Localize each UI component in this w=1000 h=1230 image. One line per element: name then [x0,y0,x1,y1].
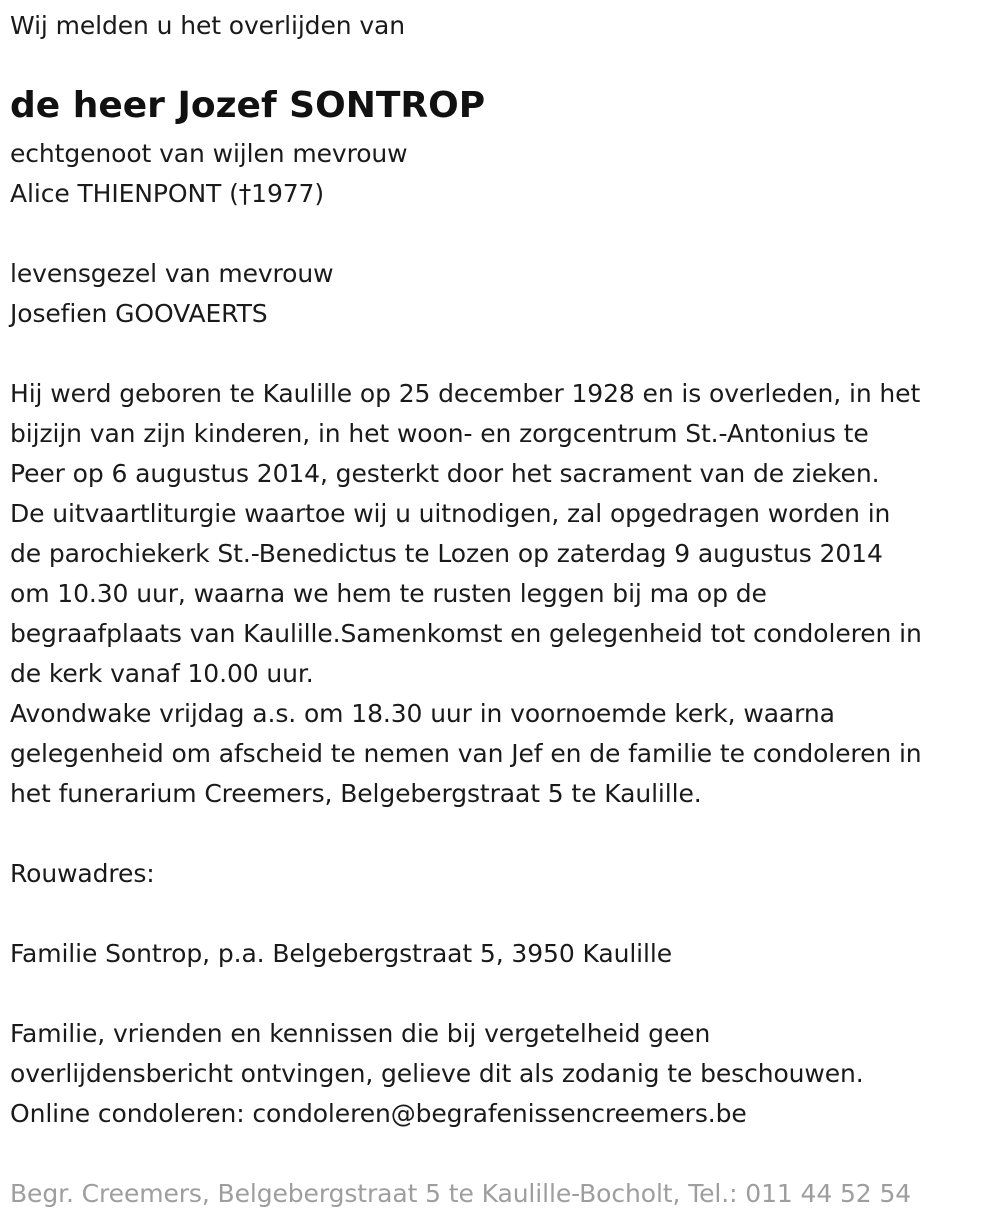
body-line: Peer op 6 augustus 2014, gesterkt door het sacrament van de zieken. [10,459,880,488]
body-line: Avondwake vrijdag a.s. om 18.30 uur in voornoemde kerk, waarna [10,699,835,728]
spouse-name: Alice THIENPONT (†1977) [10,179,325,208]
body-line: het funerarium Creemers, Belgebergstraat 5 te Kaulille. [10,779,702,808]
spouse-block [10,134,408,214]
body-line: gelegenheid om afscheid te nemen van Jef en de familie te condoleren in [10,739,922,768]
address-block [10,934,672,974]
address-label: Rouwadres: [10,859,155,888]
closing-block [10,1014,864,1134]
body-line: Hij werd geboren te Kaulille op 25 december 1928 en is overleden, in het [10,379,921,408]
address-text: Familie Sontrop, p.a. Belgebergstraat 5, 3950 Kaulille [10,939,672,968]
closing-line: Familie, vrienden en kennissen die bij vergetelheid geen [10,1019,711,1048]
intro-text: Wij melden u het overlijden van [10,11,405,40]
partner-name: Josefien GOOVAERTS [10,299,268,328]
body-line: de kerk vanaf 10.00 uur. [10,659,314,688]
spouse-line: echtgenoot van wijlen mevrouw [10,139,408,168]
body-text [10,374,922,814]
body-line: De uitvaartliturgie waartoe wij u uitnodigen, zal opgedragen worden in [10,499,891,528]
funeral-home-footer: Begr. Creemers, Belgebergstraat 5 te Kaulille-Bocholt, Tel.: 011 44 52 54 [10,1179,912,1208]
deceased-name: de heer Jozef SONTROP [10,85,486,126]
body-line: de parochiekerk St.-Benedictus te Lozen op zaterdag 9 augustus 2014 [10,539,883,568]
online-condolence-line: Online condoleren: condoleren@begrafenissencreemers.be [10,1099,747,1128]
closing-line: overlijdensbericht ontvingen, gelieve dit als zodanig te beschouwen. [10,1059,864,1088]
body-line: bijzijn van zijn kinderen, in het woon- en zorgcentrum St.-Antonius te [10,419,869,448]
address-label-block [10,854,155,894]
partner-block [10,254,333,334]
body-line: om 10.30 uur, waarna we hem te rusten leggen bij ma op de [10,579,767,608]
body-line: begraafplaats van Kaulille.Samenkomst en gelegenheid tot condoleren in [10,619,922,648]
partner-line: levensgezel van mevrouw [10,259,334,288]
